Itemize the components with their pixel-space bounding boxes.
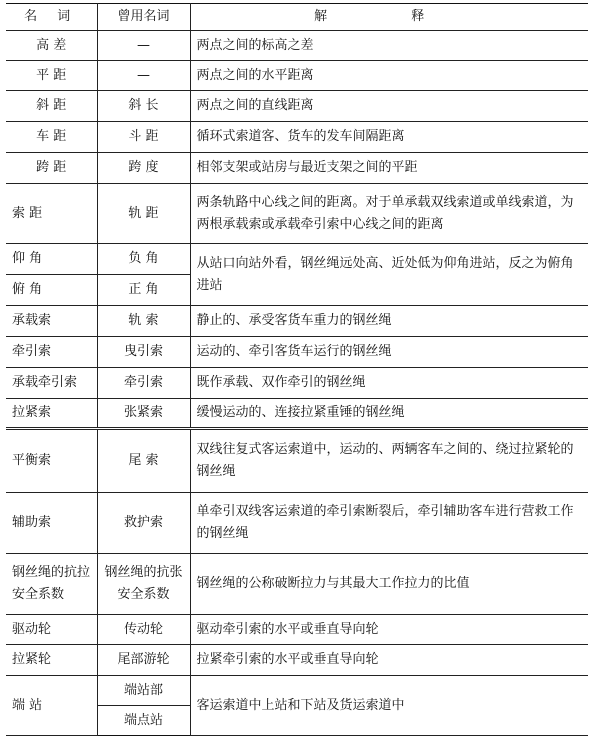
table-row — [6, 122, 588, 153]
table-row — [6, 91, 588, 122]
table-row — [6, 306, 588, 337]
former-name-cell: 轨 索 — [97, 306, 190, 337]
term-cell: 仰 角 — [6, 244, 97, 275]
explanation-cell: 相邻支架或站房与最近支架之间的平距 — [190, 153, 588, 184]
term-cell: 俯 角 — [6, 275, 97, 306]
former-name-cell: 尾 索 — [97, 429, 190, 493]
table-row — [6, 615, 588, 645]
term-cell: 索 距 — [6, 184, 97, 244]
former-name-cell: 负 角 — [97, 244, 190, 275]
former-name-cell: 救护索 — [97, 493, 190, 554]
term-cell: 承载索 — [6, 306, 97, 337]
term-cell: 车 距 — [6, 122, 97, 153]
explanation-cell: 运动的、牵引客货车运行的钢丝绳 — [190, 337, 588, 368]
table-row — [6, 31, 588, 61]
explanation-cell: 两点之间的直线距离 — [190, 91, 588, 122]
former-name-cell: 尾部游轮 — [97, 645, 190, 676]
explanation-cell: 循环式索道客、货车的发车间隔距离 — [190, 122, 588, 153]
term-cell: 高 差 — [6, 31, 97, 61]
former-name-cell: 曳引索 — [97, 337, 190, 368]
table-row — [6, 399, 588, 429]
explanation-cell: 两点之间的标高之差 — [190, 31, 588, 61]
explanation-cell: 既作承载、双作牵引的钢丝绳 — [190, 368, 588, 399]
table-row — [6, 429, 588, 493]
former-name-cell: 跨 度 — [97, 153, 190, 184]
table-row — [6, 61, 588, 91]
term-cell: 牵引索 — [6, 337, 97, 368]
former-name-cell: 端站部 — [97, 676, 190, 706]
explanation-cell: 客运索道中上站和下站及货运索道中 — [190, 676, 588, 736]
term-cell: 驱动轮 — [6, 615, 97, 645]
table-header-row — [6, 4, 588, 31]
explanation-cell: 单牵引双线客运索道的牵引索断裂后，牵引辅助客车进行营救工作的钢丝绳 — [190, 493, 588, 554]
header-explanation: 解 释 — [190, 4, 588, 31]
former-name-cell: 轨 距 — [97, 184, 190, 244]
former-name-cell: 端点站 — [97, 706, 190, 736]
table-row — [6, 184, 588, 244]
header-former-name: 曾用名词 — [97, 4, 190, 31]
explanation-cell: 从站口向站外看，钢丝绳远处高、近处低为仰角进站，反之为俯角进站 — [190, 244, 588, 306]
term-cell: 拉紧轮 — [6, 645, 97, 676]
former-name-cell: 牵引索 — [97, 368, 190, 399]
terminology-table — [6, 3, 588, 736]
table-row — [6, 493, 588, 554]
former-name-cell: 张紧索 — [97, 399, 190, 429]
table-row — [6, 368, 588, 399]
term-cell: 跨 距 — [6, 153, 97, 184]
explanation-cell: 双线往复式客运索道中，运动的、两辆客车之间的、绕过拉紧轮的钢丝绳 — [190, 429, 588, 493]
term-cell: 斜 距 — [6, 91, 97, 122]
table-row — [6, 244, 588, 275]
former-name-cell: 斜 长 — [97, 91, 190, 122]
explanation-cell: 拉紧牵引索的水平或垂直导向轮 — [190, 645, 588, 676]
former-name-cell: — — [97, 31, 190, 61]
table-row — [6, 554, 588, 615]
table-row — [6, 153, 588, 184]
former-name-cell: 斗 距 — [97, 122, 190, 153]
term-cell: 辅助索 — [6, 493, 97, 554]
former-name-cell: 正 角 — [97, 275, 190, 306]
header-term: 名 词 — [6, 4, 97, 31]
table-row — [6, 645, 588, 676]
table-row — [6, 676, 588, 706]
former-name-cell: — — [97, 61, 190, 91]
term-cell: 平 距 — [6, 61, 97, 91]
table-row — [6, 337, 588, 368]
term-cell: 钢丝绳的抗拉安全系数 — [6, 554, 97, 615]
term-cell: 承载牵引索 — [6, 368, 97, 399]
former-name-cell: 传动轮 — [97, 615, 190, 645]
explanation-cell: 驱动牵引索的水平或垂直导向轮 — [190, 615, 588, 645]
term-cell: 平衡索 — [6, 429, 97, 493]
explanation-cell: 静止的、承受客货车重力的钢丝绳 — [190, 306, 588, 337]
explanation-cell: 钢丝绳的公称破断拉力与其最大工作拉力的比值 — [190, 554, 588, 615]
explanation-cell: 缓慢运动的、连接拉紧重锤的钢丝绳 — [190, 399, 588, 429]
explanation-cell: 两条轨路中心线之间的距离。对于单承载双线索道或单线索道，为两根承载索或承载牵引索中心线之间的距离 — [190, 184, 588, 244]
former-name-cell: 钢丝绳的抗张安全系数 — [97, 554, 190, 615]
term-cell: 拉紧索 — [6, 399, 97, 429]
explanation-cell: 两点之间的水平距离 — [190, 61, 588, 91]
term-cell: 端 站 — [6, 676, 97, 736]
